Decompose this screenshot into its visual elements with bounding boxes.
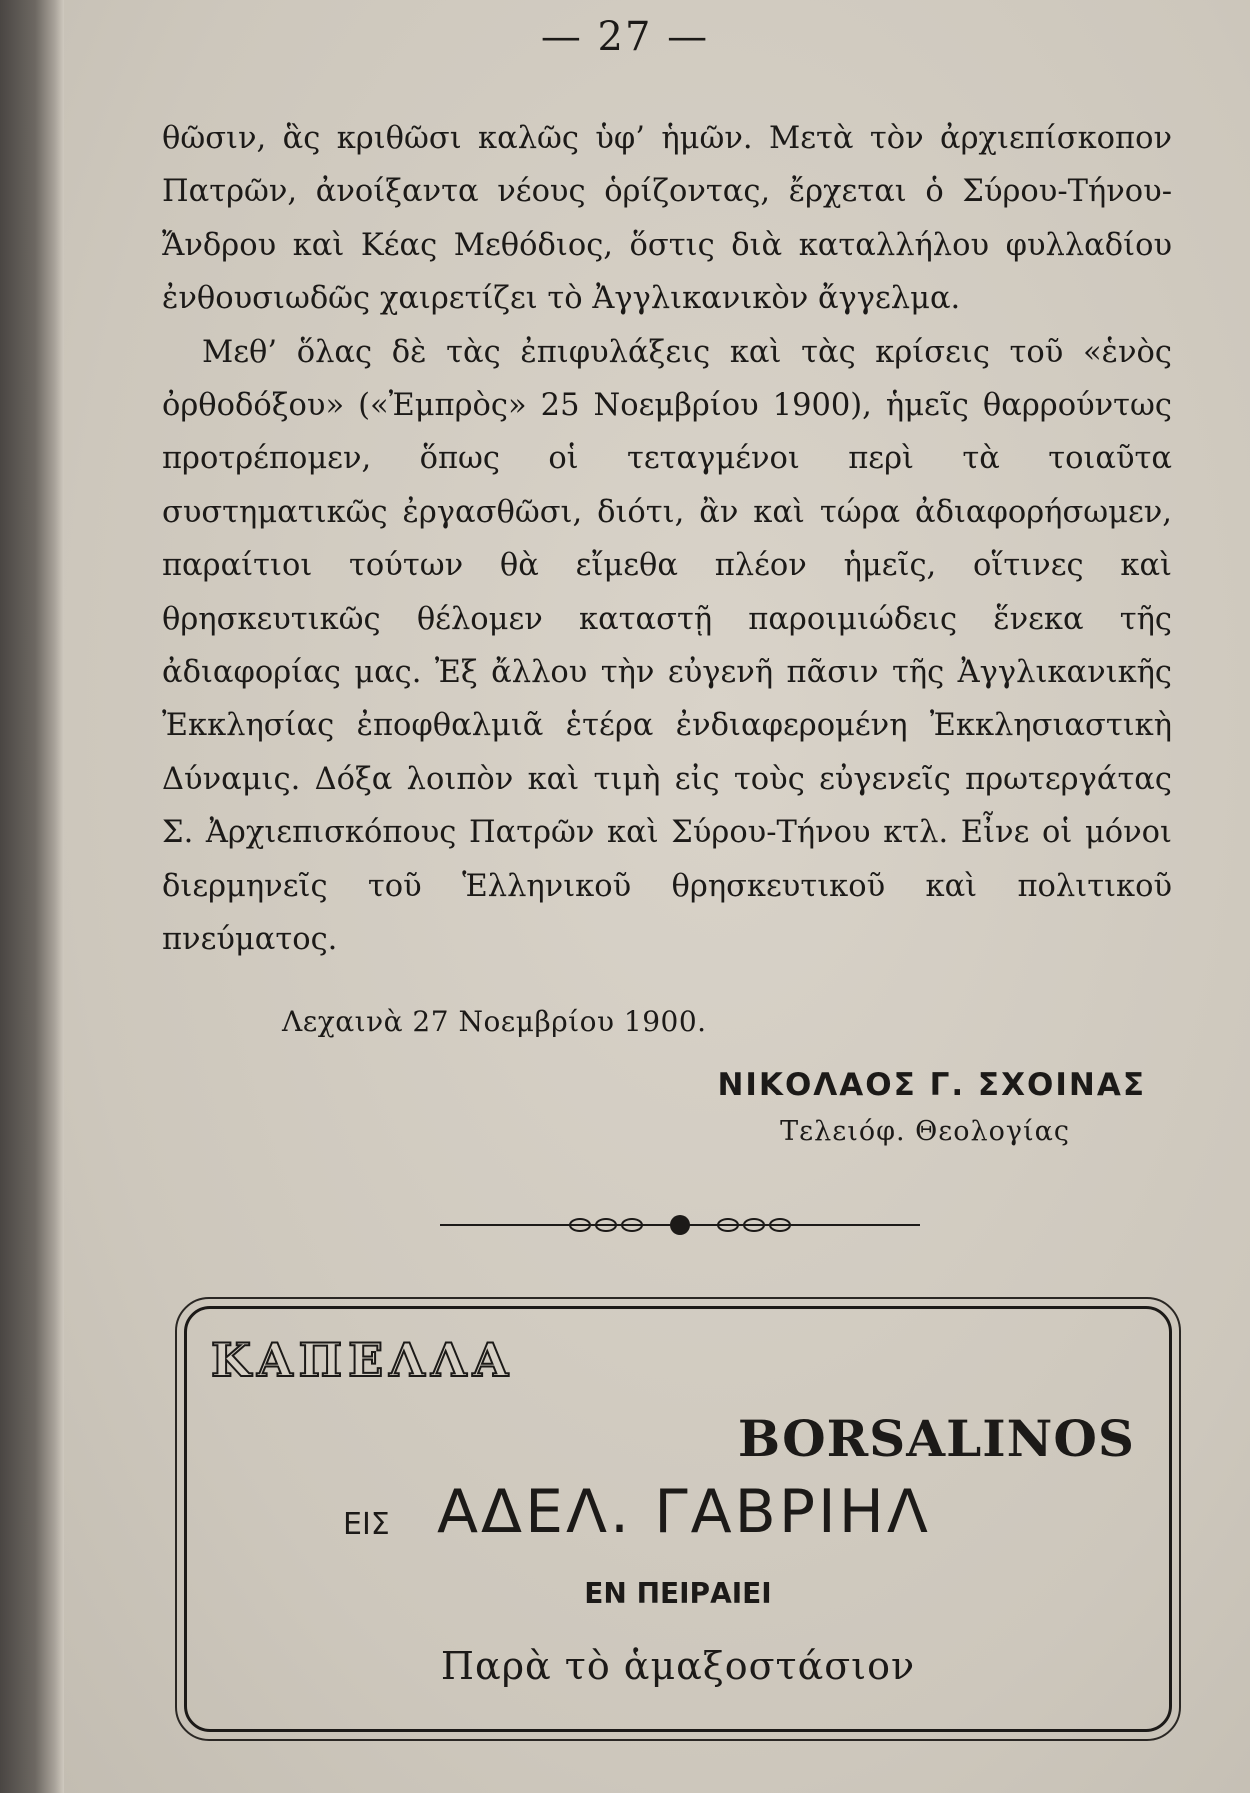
- body-paragraph: θῶσιν, ἃς κριθῶσι καλῶς ὑφ’ ἡμῶν. Μετὰ τὸν ἀρχιεπίσκοπον Πατρῶν, ἀνοίξαντα νέους ὁρίζοντας, ἔρχεται ὁ Σύρου-Τήνου-Ἄνδρου καὶ Κέας Μεθόδιος, ὅστις διὰ καταλλήλου φυλλαδίου ἐνθουσιωδῶς χαιρετίζει τὸ Ἀγγλικανικὸν ἄγγελμα.: [162, 121, 1172, 317]
- article-body: [162, 112, 1172, 967]
- author-title: Τελειόφ. Θεολογίας: [780, 1116, 1070, 1147]
- page-gutter-shadow: [0, 0, 64, 1793]
- ad-location: Παρὰ τὸ ἁμαξοστάσιον: [440, 1644, 916, 1688]
- ad-preposition: ΕΙΣ: [343, 1507, 390, 1542]
- ad-shop-name: ΑΔΕΛ. ΓΑΒΡΙΗΛ: [437, 1477, 931, 1547]
- page-number: — 27 —: [540, 14, 710, 60]
- author-signature: ΝΙΚΟΛΑΟΣ Γ. ΣΧΟΙΝΑΣ: [717, 1067, 1146, 1103]
- ad-brand: BORSALINOS: [737, 1409, 1135, 1468]
- ad-city: ΕΝ ΠΕΙΡΑΙΕΙ: [584, 1577, 772, 1610]
- dateline: Λεχαινὰ 27 Νοεμβρίου 1900.: [282, 1005, 707, 1038]
- body-paragraph: Μεθ’ ὅλας δὲ τὰς ἐπιφυλάξεις καὶ τὰς κρίσεις τοῦ «ἑνὸς ὀρθοδόξου» («Ἐμπρὸς» 25 Νοεμβρίου 1900), ἡμεῖς θαρρούντως προτρέπομεν, ὅπως οἱ τεταγμένοι περὶ τὰ τοιαῦτα συστηματικῶς ἐργασθῶσι, διότι, ἂν καὶ τώρα ἀδιαφορήσωμεν, παραίτιοι τούτων θὰ εἴμεθα πλέον ἡμεῖς, οἵτινες καὶ θρησκευτικῶς θέλομεν καταστῇ παροιμιώδεις ἕνεκα τῆς ἀδιαφορίας μας. Ἐξ ἄλλου τὴν εὐγενῆ πᾶσιν τῆς Ἀγγλικανικῆς Ἐκκλησίας ἐποφθαλμιᾶ ἑτέρα ἐνδιαφερομένη Ἐκκλησιαστικὴ Δύναμις. Δόξα λοιπὸν καὶ τιμὴ εἰς τοὺς εὐγενεῖς πρωτεργάτας Σ. Ἀρχιεπισκόπους Πατρῶν καὶ Σύρου-Τήνου κτλ. Εἶνε οἱ μόνοι διερμηνεῖς τοῦ Ἑλληνικοῦ θρησκευτικοῦ καὶ πολιτικοῦ πνεύματος.: [162, 334, 1172, 958]
- ad-heading: ΚΑΠΕΛΛΑ: [211, 1333, 515, 1387]
- advertisement-box: [184, 1306, 1172, 1732]
- ornament-divider: [440, 1210, 920, 1240]
